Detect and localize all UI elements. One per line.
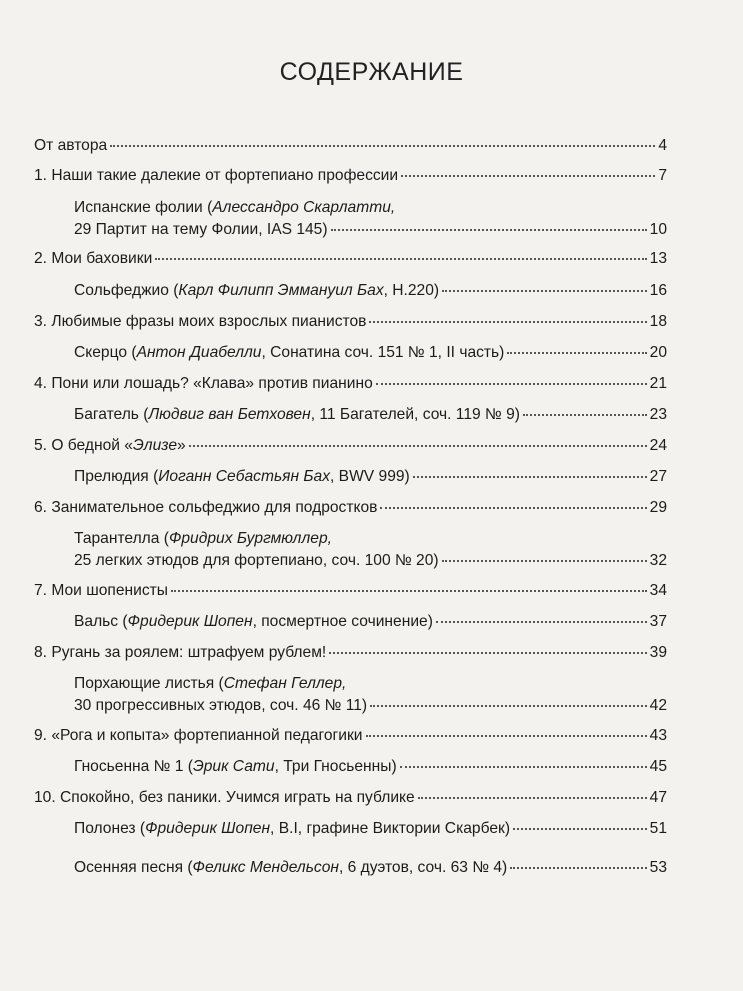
toc-entry-piece-tarantella xyxy=(74,551,667,571)
composer-name: Алессандро Скарлатти, xyxy=(212,199,396,216)
composer-name: Иоганн Себастьян Бах xyxy=(158,468,331,485)
dot-leader xyxy=(171,589,647,592)
entry-title: Полонез (Фридерик Шопен, B.I, графине Виктории Скарбек) xyxy=(74,820,511,837)
toc-entry-piece-autumn-song xyxy=(74,858,667,878)
dot-leader xyxy=(331,228,647,231)
entry-title: 9. «Рога и копыта» фортепианной педагогики xyxy=(34,727,363,744)
entry-title: 2. Мои баховики xyxy=(34,250,153,267)
page-number: 13 xyxy=(649,250,667,267)
composer-name: Феликс Мендельсон xyxy=(192,859,339,876)
composer-name: Антон Диабелли xyxy=(136,344,262,361)
composer-name: Фридерик Шопен xyxy=(127,613,253,630)
page-number: 45 xyxy=(649,758,667,775)
entry-title: От автора xyxy=(34,137,108,154)
entry-title: 6. Занимательное сольфеджио для подростков xyxy=(34,499,378,516)
page-number: 53 xyxy=(649,859,667,876)
page-number: 43 xyxy=(649,727,667,744)
page-number: 47 xyxy=(649,789,667,806)
entry-title: 29 Партит на тему Фолии, IAS 145) xyxy=(74,221,328,238)
entry-title: Скерцо (Антон Диабелли, Сонатина соч. 151 № 1, II часть) xyxy=(74,344,505,361)
page-number: 34 xyxy=(649,582,667,599)
composer-name: Эрик Сати xyxy=(192,758,275,775)
entry-title: 4. Пони или лошадь? «Клава» против пианино xyxy=(34,375,373,392)
toc-entry-piece-polonaise xyxy=(74,819,667,839)
toc-entry-chapter-4 xyxy=(34,374,667,394)
toc-entry-piece-leaves xyxy=(74,696,667,716)
toc-entry-chapter-5 xyxy=(34,436,667,456)
dot-leader xyxy=(436,620,647,623)
toc-entry-chapter-10 xyxy=(34,788,667,808)
composer-name: Людвиг ван Бетховен xyxy=(148,406,311,423)
composer-name: Стефан Геллер, xyxy=(223,675,347,692)
page-number: 21 xyxy=(649,375,667,392)
dot-leader xyxy=(189,444,647,447)
entry-title: 8. Ругань за роялем: штрафуем рублем! xyxy=(34,644,327,661)
page-number: 39 xyxy=(649,644,667,661)
dot-leader xyxy=(366,734,647,737)
toc-entry-piece-solfeggio xyxy=(74,281,667,301)
toc-entry-piece-line1: Порхающие листья (Стефан Геллер, xyxy=(74,675,347,692)
entry-title: Осенняя песня (Феликс Мендельсон, 6 дуэтов, соч. 63 № 4) xyxy=(74,859,508,876)
page-number: 4 xyxy=(658,137,667,154)
dot-leader xyxy=(401,174,655,177)
entry-title: 30 прогрессивных этюдов, соч. 46 № 11) xyxy=(74,697,368,714)
toc-entry-foreword xyxy=(34,136,667,156)
dot-leader xyxy=(329,651,646,654)
dot-leader xyxy=(418,796,647,799)
dot-leader xyxy=(370,704,647,707)
page-title: СОДЕРЖАНИЕ xyxy=(279,58,464,86)
toc-entry-piece-prelude xyxy=(74,467,667,487)
entry-title: 7. Мои шопенисты xyxy=(34,582,168,599)
page-number: 16 xyxy=(649,282,667,299)
page-number: 20 xyxy=(649,344,667,361)
dot-leader xyxy=(513,827,647,830)
dot-leader xyxy=(510,866,646,869)
toc-entry-piece-scherzo xyxy=(74,343,667,363)
entry-title: 5. О бедной «Элизе» xyxy=(34,437,186,454)
entry-title: 10. Спокойно, без паники. Учимся играть на публике xyxy=(34,789,415,806)
dot-leader xyxy=(523,413,647,416)
page-number: 51 xyxy=(649,820,667,837)
toc-entry-chapter-7 xyxy=(34,581,667,601)
toc-entry-chapter-6 xyxy=(34,498,667,518)
dot-leader xyxy=(507,351,646,354)
dot-leader xyxy=(110,144,655,147)
page-number: 10 xyxy=(649,221,667,238)
page-number: 7 xyxy=(658,167,667,184)
dot-leader xyxy=(400,765,647,768)
entry-title: Гносьенна № 1 (Эрик Сати, Три Гносьенны) xyxy=(74,758,397,775)
dot-leader xyxy=(442,559,647,562)
page-number: 27 xyxy=(649,468,667,485)
entry-title: Прелюдия (Иоганн Себастьян Бах, BWV 999) xyxy=(74,468,410,485)
composer-name: Фридрих Бургмюллер, xyxy=(168,530,332,547)
entry-title: Багатель (Людвиг ван Бетховен, 11 Багателей, соч. 119 № 9) xyxy=(74,406,520,423)
dot-leader xyxy=(155,257,646,260)
page-number: 24 xyxy=(649,437,667,454)
dot-leader xyxy=(369,320,646,323)
page-number: 29 xyxy=(649,499,667,516)
toc-entry-chapter-3 xyxy=(34,312,667,332)
toc-entry-chapter-9 xyxy=(34,726,667,746)
composer-name: Карл Филипп Эммануил Бах xyxy=(178,282,384,299)
entry-title: 25 легких этюдов для фортепиано, соч. 100 № 20) xyxy=(74,552,439,569)
toc-entry-chapter-1 xyxy=(34,166,667,186)
page-number: 23 xyxy=(649,406,667,423)
dot-leader xyxy=(442,289,647,292)
entry-title: Сольфеджио (Карл Филипп Эммануил Бах, H.220) xyxy=(74,282,440,299)
toc-entry-piece-line1: Испанские фолии (Алессандро Скарлатти, xyxy=(74,199,396,216)
composer-name: Фридерик Шопен xyxy=(145,820,271,837)
toc-entry-piece-line1: Тарантелла (Фридрих Бургмюллер, xyxy=(74,530,332,547)
page-number: 37 xyxy=(649,613,667,630)
toc-entry-piece-folia xyxy=(74,220,667,240)
dot-leader xyxy=(413,475,647,478)
entry-title: Вальс (Фридерик Шопен, посмертное сочинение) xyxy=(74,613,433,630)
dot-leader xyxy=(376,382,647,385)
toc-entry-piece-gnossienne xyxy=(74,757,667,777)
toc-entry-chapter-2 xyxy=(34,249,667,269)
toc-entry-piece-waltz xyxy=(74,612,667,632)
dot-leader xyxy=(380,506,646,509)
entry-title: 1. Наши такие далекие от фортепиано профессии xyxy=(34,167,399,184)
page-number: 32 xyxy=(649,552,667,569)
entry-title: 3. Любимые фразы моих взрослых пианистов xyxy=(34,313,367,330)
page-number: 42 xyxy=(649,697,667,714)
toc-entry-piece-bagatelle xyxy=(74,405,667,425)
page-number: 18 xyxy=(649,313,667,330)
toc-entry-chapter-8 xyxy=(34,643,667,663)
